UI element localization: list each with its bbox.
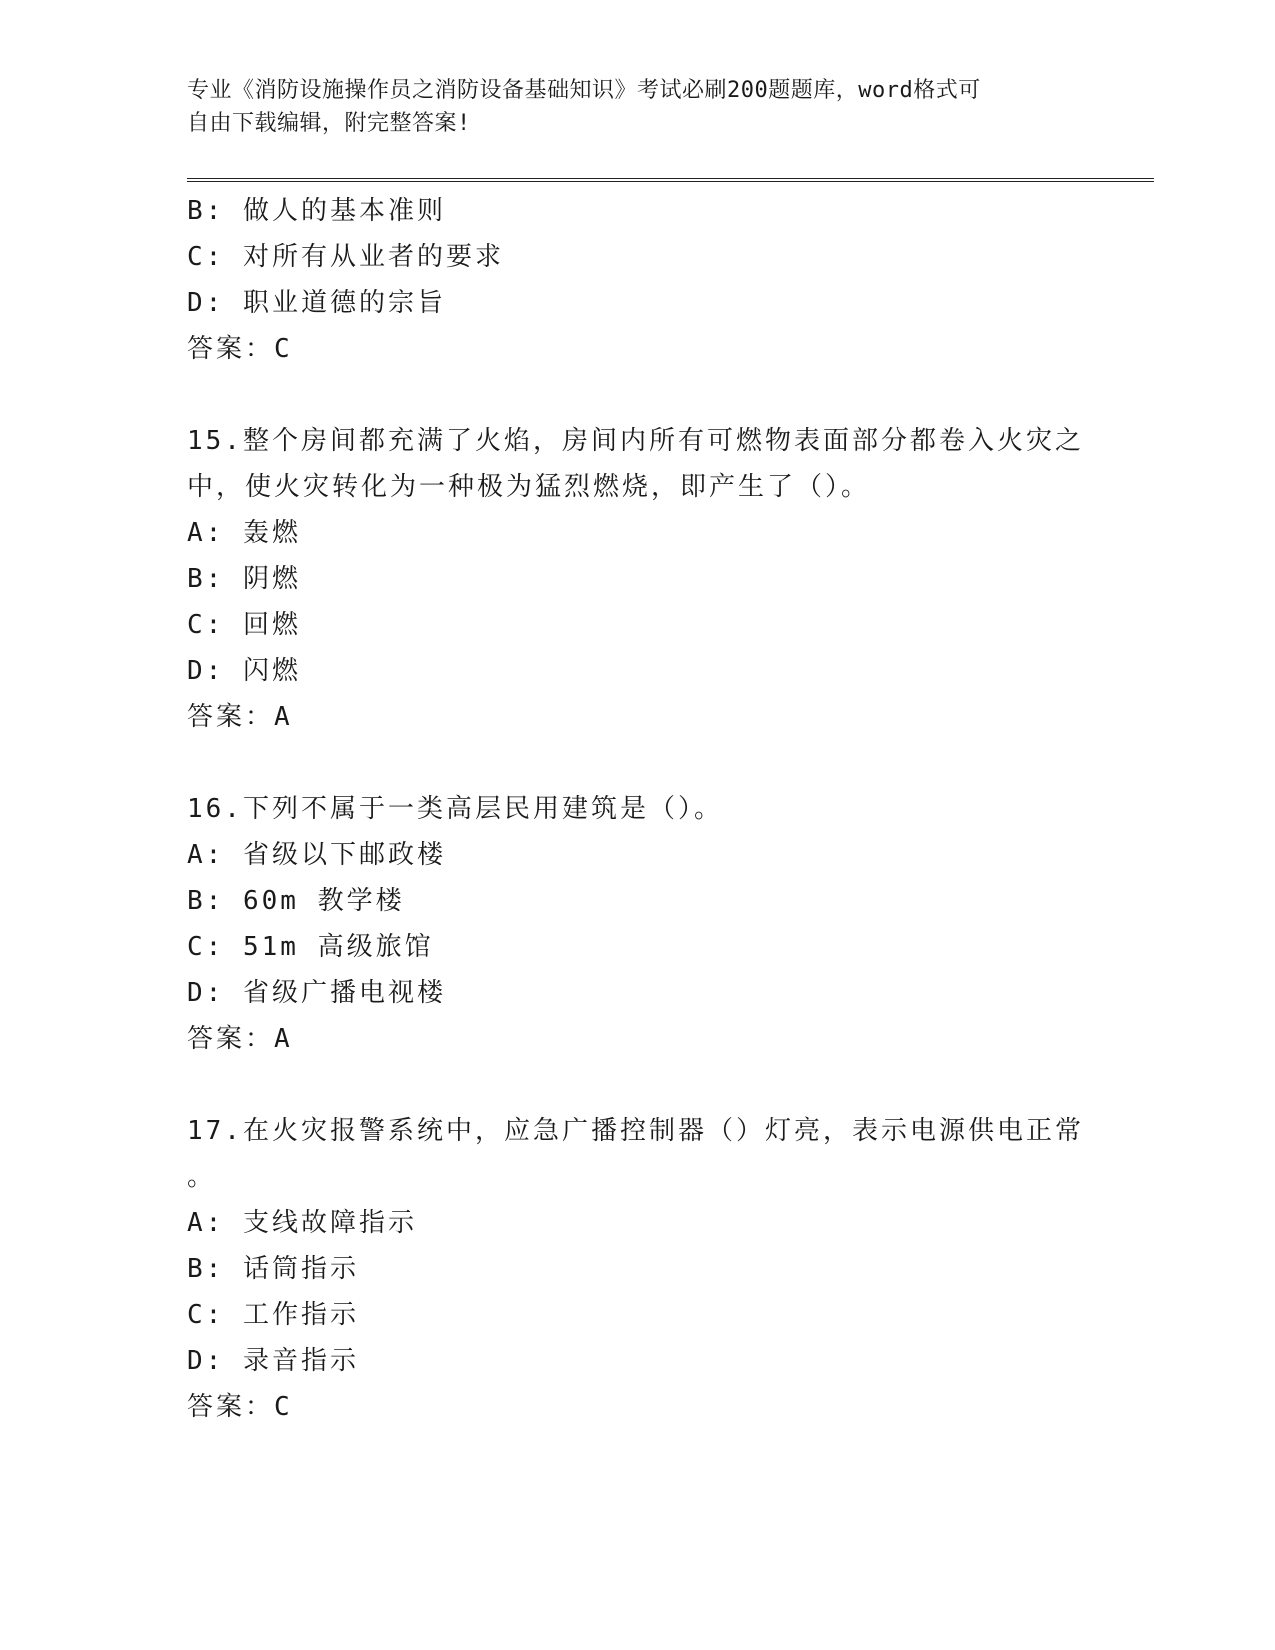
option-d: D: 省级广播电视楼 — [187, 978, 446, 1008]
answer-line: 答案：C — [187, 334, 293, 364]
spacer — [187, 740, 1087, 786]
option-c: C: 51m 高级旅馆 — [187, 932, 434, 962]
question-list — [187, 188, 1087, 1430]
spacer — [187, 1062, 1087, 1108]
question-14-continuation — [187, 188, 1087, 372]
question-17 — [187, 1108, 1087, 1430]
option-b: B: 阴燃 — [187, 564, 301, 594]
option-d: D: 闪燃 — [187, 656, 301, 686]
option-a: A: 支线故障指示 — [187, 1208, 417, 1238]
answer-line: 答案：A — [187, 1024, 293, 1054]
option-d: D: 职业道德的宗旨 — [187, 288, 446, 318]
header-double-rule — [187, 178, 1154, 182]
option-a: A: 轰燃 — [187, 518, 301, 548]
header-line-1: 专业《消防设施操作员之消防设备基础知识》考试必刷200题题库，word格式可 — [187, 78, 981, 103]
spacer — [187, 372, 1087, 418]
option-a: A: 省级以下邮政楼 — [187, 840, 446, 870]
option-b: B: 做人的基本准则 — [187, 196, 446, 226]
option-c: C: 回燃 — [187, 610, 301, 640]
question-stem-line-1: 17.在火灾报警系统中，应急广播控制器（）灯亮，表示电源供电正常 — [187, 1116, 1084, 1146]
option-c: C: 对所有从业者的要求 — [187, 242, 504, 272]
answer-line: 答案：A — [187, 702, 293, 732]
answer-line: 答案：C — [187, 1392, 293, 1422]
option-b: B: 话筒指示 — [187, 1254, 359, 1284]
option-c: C: 工作指示 — [187, 1300, 359, 1330]
question-stem-line-1: 16.下列不属于一类高层民用建筑是（）。 — [187, 794, 723, 824]
option-b: B: 60m 教学楼 — [187, 886, 405, 916]
question-16 — [187, 786, 1087, 1062]
option-d: D: 录音指示 — [187, 1346, 359, 1376]
question-stem-line-2: 中，使火灾转化为一种极为猛烈燃烧，即产生了（）。 — [187, 472, 871, 502]
document-header — [187, 74, 1067, 140]
header-line-2: 自由下载编辑，附完整答案! — [187, 111, 471, 136]
question-15 — [187, 418, 1087, 740]
question-stem-line-2: 。 — [187, 1162, 217, 1192]
question-stem-line-1: 15.整个房间都充满了火焰，房间内所有可燃物表面部分都卷入火灾之 — [187, 426, 1084, 456]
